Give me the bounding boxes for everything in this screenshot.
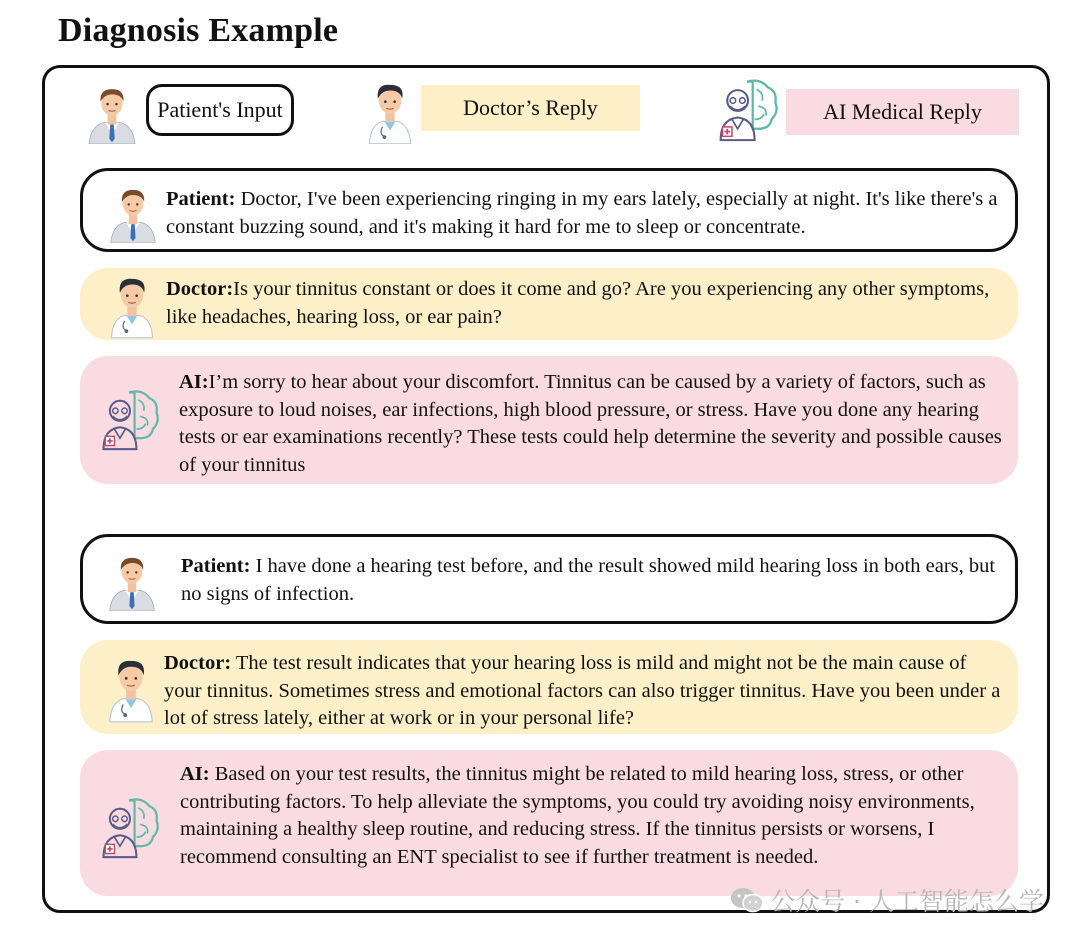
speaker-label: Patient: [166,188,236,210]
legend-patient: Patient's Input [146,84,294,136]
legend-doctor: Doctor’s Reply [421,85,640,131]
message-text: Is your tinnitus constant or does it come and go? Are you experiencing any other symptoms, like headaches, hearing loss, or ear pain? [166,278,990,328]
speaker-label: Doctor: [166,278,234,300]
message-text: Based on your test results, the tinnitus might be related to mild hearing loss, stress, or other contributing factors. To help alleviate the symptoms, you could try avoiding noisy environments, maintaining a healthy sleep routine, and reducing stress. If the tinnitus persists or worsens, I recommend consulting an ENT specialist to see if further treatment is needed. [180,763,975,868]
message-text: Doctor, I've been experiencing ringing in my ears lately, especially at night. It's like there's a constant buzzing sound, and it's making it hard for me to sleep or concentrate. [166,188,998,238]
patient-message-2 [80,534,1018,624]
ai-doctor-icon [98,794,162,860]
message-text: I’m sorry to hear about your discomfort. Tinnitus can be caused by a variety of factors, such as exposure to loud noises, ear infections, high blood pressure, or stress. Have you done any hearing tests or ear examinations recently? These tests could help determine the severity and possible causes of your tinnitus [179,371,1002,476]
message-text: The test result indicates that your hearing loss is mild and might not be the main cause of your tinnitus. Sometimes stress and emotional factors can also trigger tinnitus. Have you been under a lot of stress lately, either at work or in your personal life? [164,652,1001,729]
doctor-icon [104,270,160,340]
speaker-label: Patient: [181,555,251,577]
doctor-message-1 [80,268,1018,340]
ai-message-1 [80,356,1018,484]
wechat-icon [730,886,764,914]
patient-icon [84,82,140,144]
patient-message-1 [80,168,1018,252]
speaker-label: AI: [180,763,210,785]
speaker-label: Doctor: [164,652,232,674]
doctor-icon [102,650,160,726]
page-title: Diagnosis Example [58,12,339,49]
ai-message-2 [80,750,1018,896]
doctor-message-2 [80,640,1018,734]
watermark [730,882,1044,918]
patient-icon [107,183,159,243]
patient-icon [105,551,159,611]
ai-doctor-icon [714,76,782,142]
legend-ai: AI Medical Reply [786,89,1019,135]
speaker-label: AI: [179,371,209,393]
watermark-text: 公众号 · 人工智能怎么学 [770,887,1044,916]
message-text: I have done a hearing test before, and the result showed mild hearing loss in both ears, but no signs of infection. [181,555,996,605]
ai-doctor-icon [98,386,162,452]
doctor-icon [362,78,418,144]
